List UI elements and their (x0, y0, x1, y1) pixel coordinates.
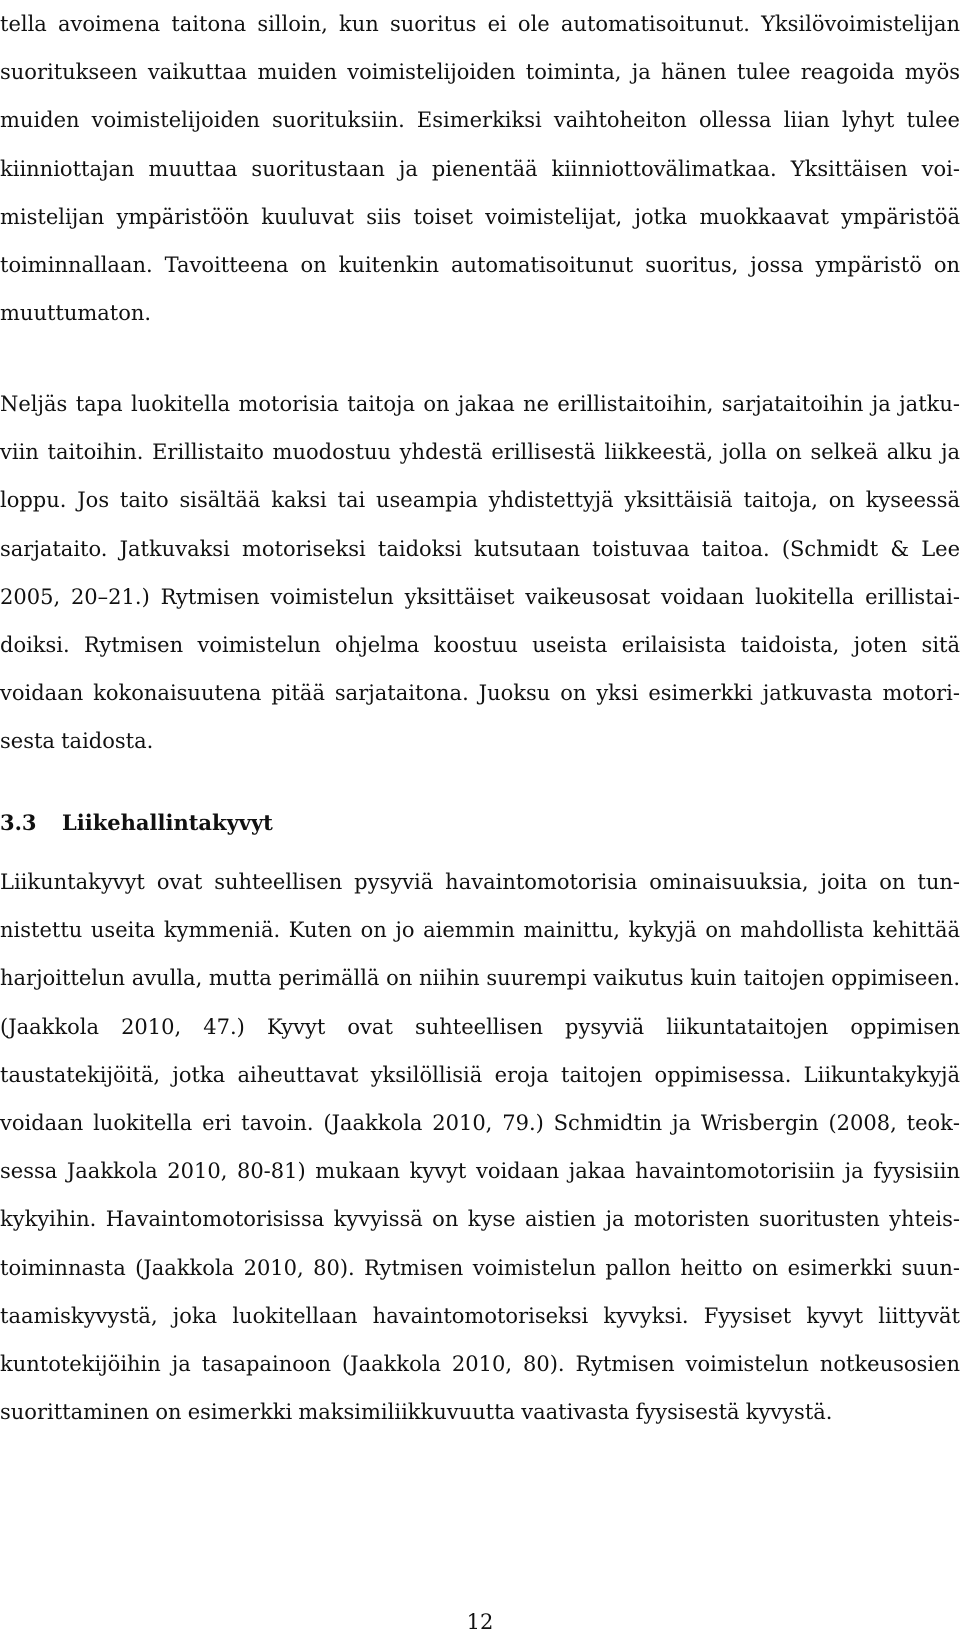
paragraph-skill-classification: Neljäs tapa luokitella motorisia taitoja on jakaa ne erillistaitoihin, sarjataitoihin ja jatkuviin taitoihin. Erillistaito muodostuu yhdestä erillisestä liikkeestä, jolla on selkeä alku ja loppu. Jos taito sisältää kaksi tai useampia yhdistettyjä yksittäisiä taitoja, on kyseessä sarjataito. Jatkuvaksi motoriseksi taidoksi kutsutaan toistuvaa taitoa. (Schmidt & Lee 2005, 20–21.) Rytmisen voimistelun yksittäiset vaikeusosat voidaan luokitella erillistaidoiksi. Rytmisen voimistelun ohjelma koostuu useista erilaisista taidoista, joten sitä voidaan kokonaisuutena pitää sarjataitona. Juoksu on yksi esimerkki jatkuvasta motorisesta taidosta. (0, 392, 960, 754)
page-number: 12 (466, 1610, 494, 1634)
section-title: Liikehallintakyvyt (62, 810, 273, 835)
paragraph-motor-environment: tella avoimena taitona silloin, kun suoritus ei ole automatisoitunut. Yksilövoimistelijan suoritukseen vaikuttaa muiden voimistelijoiden toiminta, ja hänen tulee reagoida myös muiden voimistelijoiden suorituksiin. Esimerkiksi vaihtoheiton ollessa liian lyhyt tulee kiinniottajan muuttaa suoritustaan ja pienentää kiinniottovälimatkaa. Yksittäisen voimistelijan ympäristöön kuuluvat siis toiset voimistelijat, jotka muokkaavat ympäristöä toiminnallaan. Tavoitteena on kuitenkin automatisoitunut suoritus, jossa ympäristö on muuttumaton. (0, 12, 960, 326)
section-heading (0, 810, 273, 835)
section-number: 3.3 (0, 810, 37, 835)
paragraph-motor-abilities: Liikuntakyvyt ovat suhteellisen pysyviä havaintomotorisia ominaisuuksia, joita on tunnistettu useita kymmeniä. Kuten on jo aiemmin mainittu, kykyjä on mahdollista kehittää harjoittelun avulla, mutta perimällä on niihin suurempi vaikutus kuin taitojen oppimiseen. (Jaakkola 2010, 47.) Kyvyt ovat suhteellisen pysyviä liikuntataitojen oppimisen taustatekijöitä, jotka aiheuttavat yksilöllisiä eroja taitojen oppimisessa. Liikuntakykyjä voidaan luokitella eri tavoin. (Jaakkola 2010, 79.) Schmidtin ja Wrisbergin (2008, teoksessa Jaakkola 2010, 80-81) mukaan kyvyt voidaan jakaa havaintomotorisiin ja fyysisiin kykyihin. Havaintomotorisissa kyvyissä on kyse aistien ja motoristen suoritusten yhteistoiminnasta (Jaakkola 2010, 80). Rytmisen voimistelun pallon heitto on esimerkki suuntaamiskyvystä, joka luokitellaan havaintomotoriseksi kyvyksi. Fyysiset kyvyt liittyvät kuntotekijöihin ja tasapainoon (Jaakkola 2010, 80). Rytmisen voimistelun notkeusosien suorittaminen on esimerkki maksimiliikkuvuutta vaativasta fyysisestä kyvystä. (0, 870, 960, 1425)
